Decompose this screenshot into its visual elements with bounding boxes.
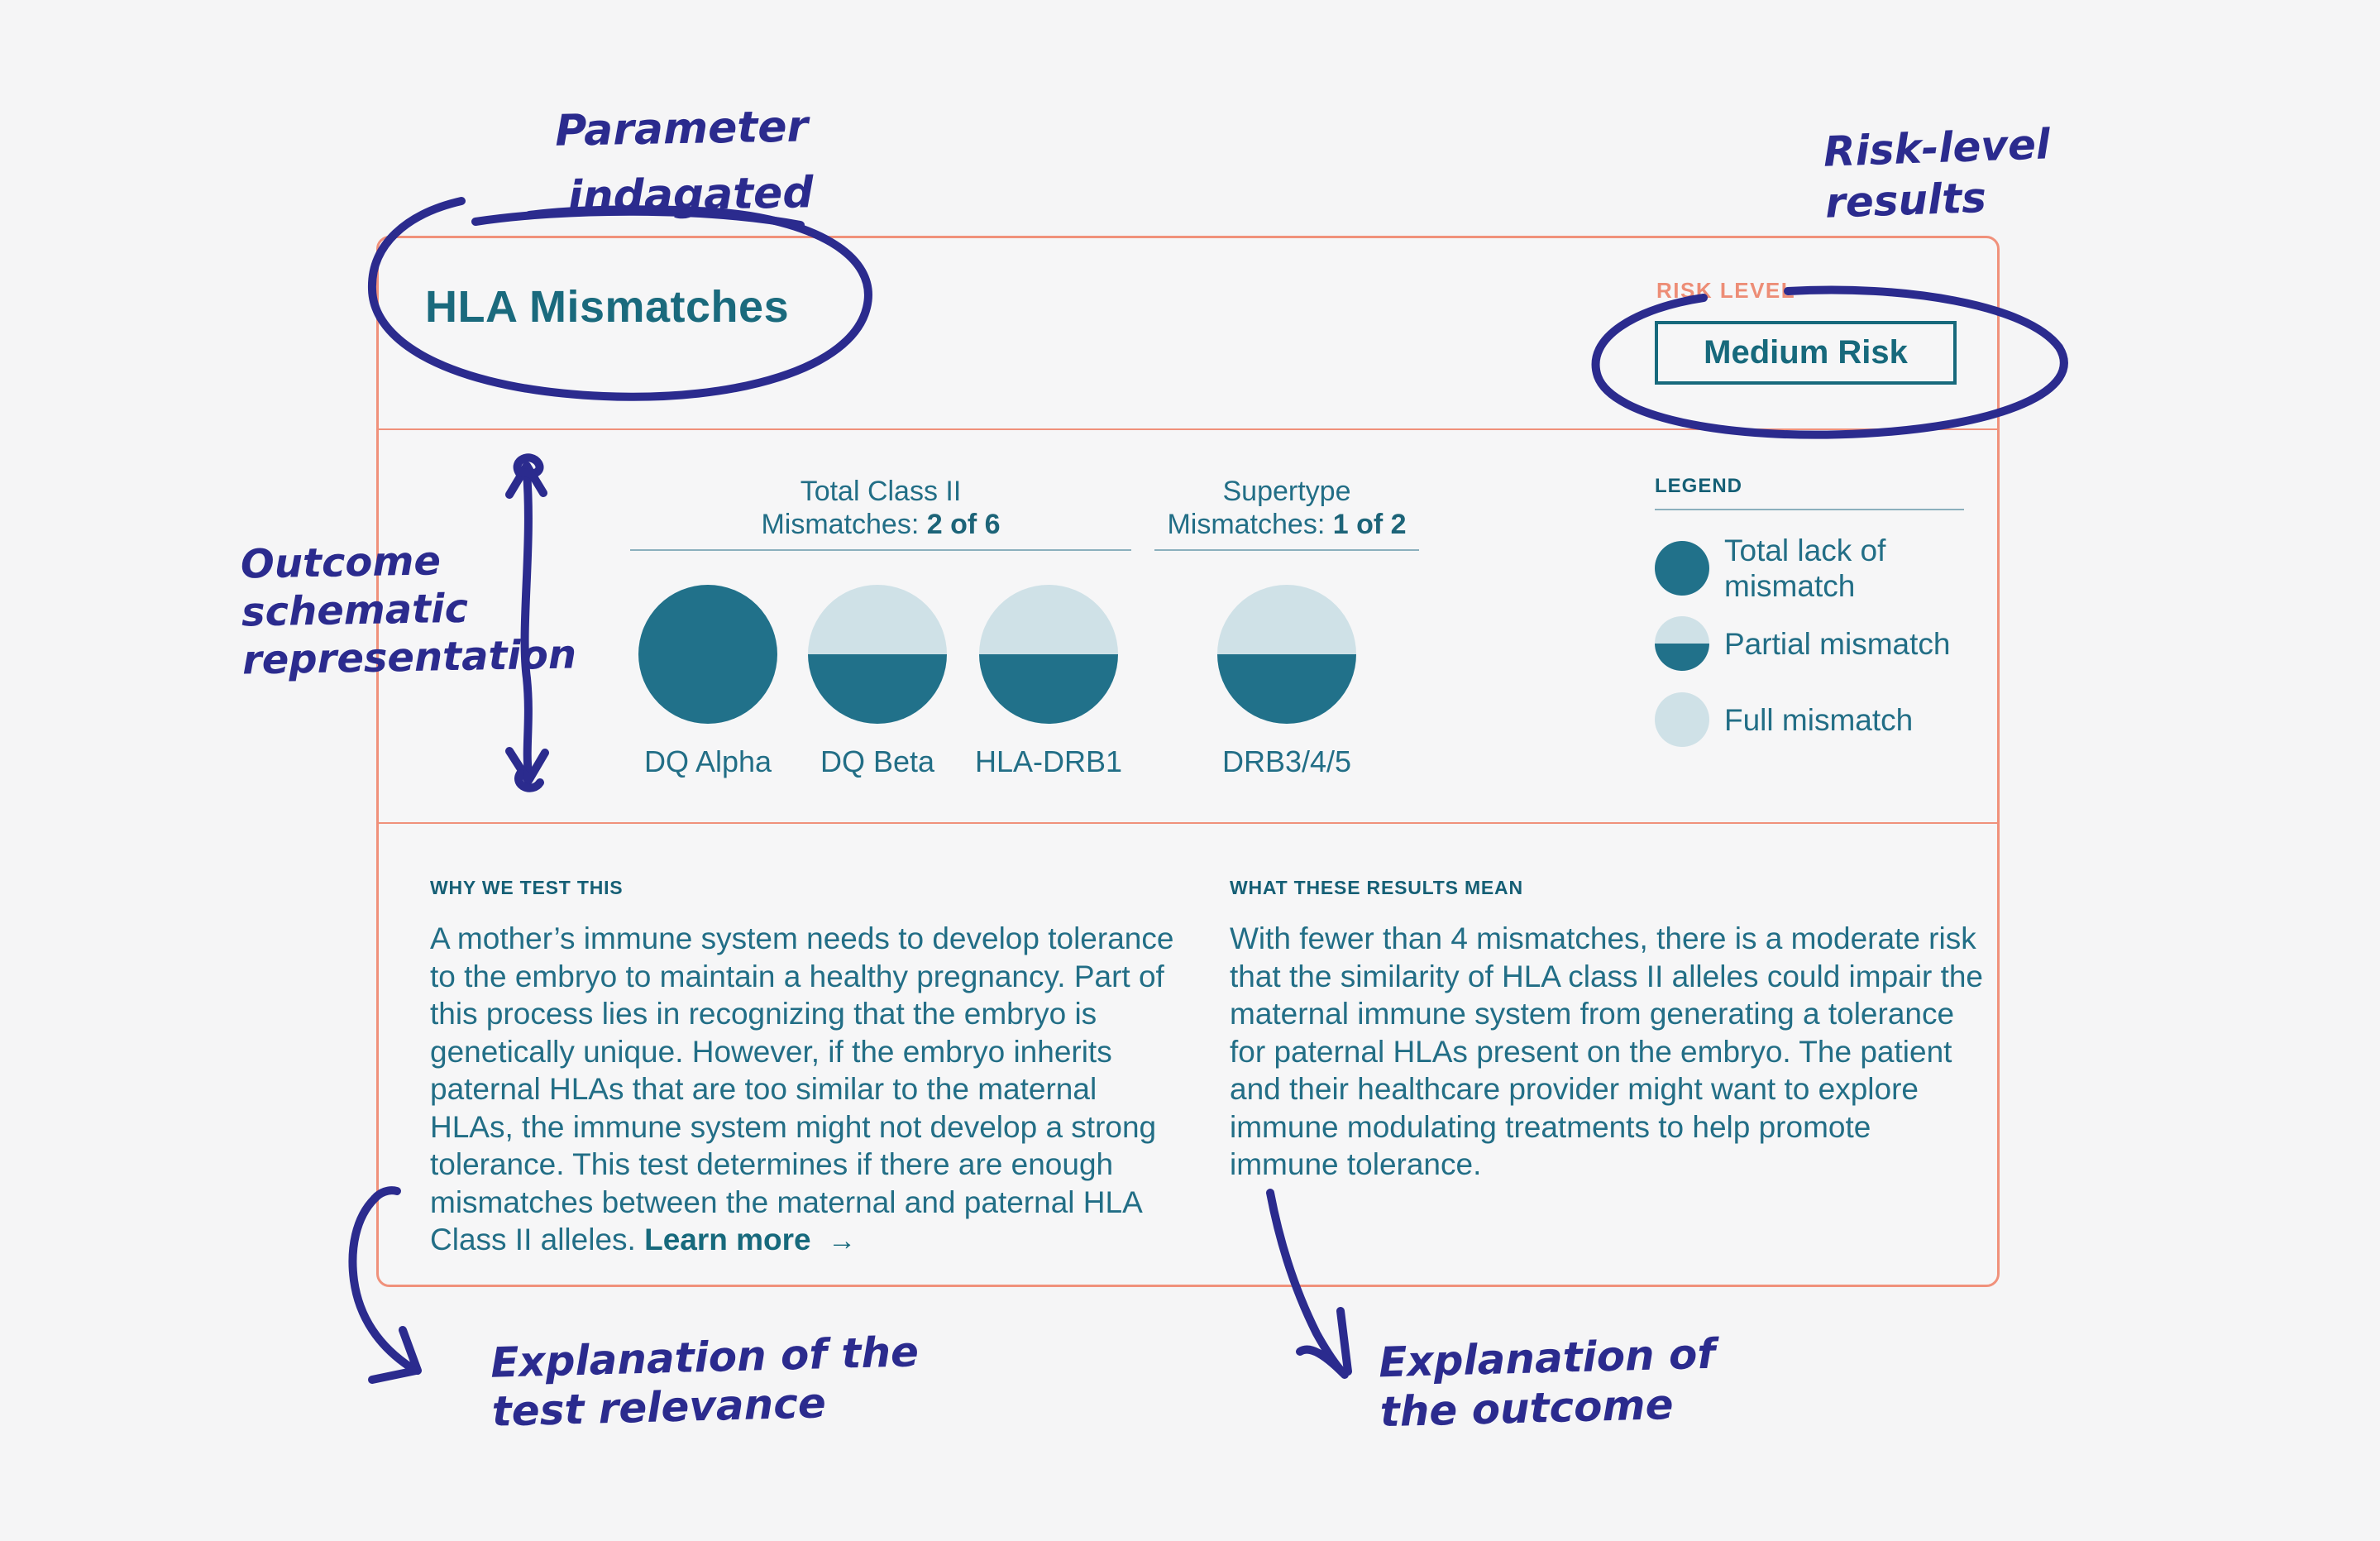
annotation-risk-level-results: Risk-level results <box>1822 120 2051 227</box>
page-title: HLA Mismatches <box>425 282 790 332</box>
results-mean-label: WHAT THESE RESULTS MEAN <box>1230 877 1523 898</box>
legend-item-partial <box>1655 616 1950 671</box>
header-divider <box>379 428 1997 430</box>
circle-label-hla-drb1: HLA-DRB1 <box>974 744 1123 778</box>
hla-mismatches-card <box>376 236 2000 1287</box>
annotation-outcome-explanation: Explanation of the outcome <box>1378 1329 1716 1437</box>
risk-level-value: Medium Risk <box>1704 334 1908 371</box>
supertype-mismatch-header <box>1154 475 1419 541</box>
class2-header-line1: Total Class II <box>800 476 962 507</box>
legend-swatch-partial-icon <box>1655 616 1709 671</box>
legend-item-total-lack <box>1655 533 1964 604</box>
legend-item-label: Partial mismatch <box>1724 626 1951 661</box>
class2-mismatch-count: 2 of 6 <box>926 509 1001 540</box>
mismatch-circle-dq-beta <box>808 585 947 724</box>
legend-swatch-empty-icon <box>1655 692 1709 747</box>
legend-swatch-filled-icon <box>1655 541 1709 596</box>
annotation-parameter-indagated: Parameter indagated <box>554 102 815 223</box>
risk-level-label: RISK LEVEL <box>1656 278 1796 303</box>
body-divider <box>379 822 1997 824</box>
supertype-header-underline <box>1154 549 1419 551</box>
circle-label-dq-beta: DQ Beta <box>820 744 935 778</box>
annotation-test-relevance: Explanation of the test relevance <box>490 1328 920 1436</box>
mismatch-circle-dq-alpha <box>638 585 777 724</box>
legend-item-full <box>1655 692 1913 747</box>
legend-item-label: Total lack of mismatch <box>1724 534 1886 603</box>
learn-more-link[interactable]: Learn more <box>644 1223 811 1256</box>
results-mean-text: With fewer than 4 mismatches, there is a moderate risk that the similarity of HLA class II alleles could impair the maternal immune system from generating a tolerance for paternal HLAs present on the embryo. The patient and their healthcare provider might want to explore immune modulating treatments to help promote immune tolerance. <box>1230 921 1983 1181</box>
class2-header-line2: Mismatches: 2 of 6 <box>761 509 1001 540</box>
supertype-header-line1: Supertype <box>1222 476 1351 507</box>
mismatch-circle-drb345 <box>1217 585 1356 724</box>
why-we-test-label: WHY WE TEST THIS <box>430 877 624 898</box>
legend-item-label: Full mismatch <box>1724 702 1914 737</box>
supertype-header-line2: Mismatches: 1 of 2 <box>1167 509 1407 540</box>
mismatch-circle-hla-drb1 <box>979 585 1118 724</box>
learn-more-arrow-icon[interactable]: → <box>828 1225 857 1256</box>
supertype-mismatch-count: 1 of 2 <box>1332 509 1407 540</box>
legend-underline <box>1655 509 1964 510</box>
risk-level-badge <box>1655 321 1957 385</box>
class2-header-underline <box>630 549 1131 551</box>
annotation-outcome-schematic: Outcome schematic representation <box>240 538 577 684</box>
circle-label-drb345: DRB3/4/5 <box>1221 744 1352 778</box>
circle-label-dq-alpha: DQ Alpha <box>643 744 772 778</box>
why-we-test-text: A mother’s immune system needs to develop tolerance to the embryo to maintain a healthy pregnancy. Part of this process lies in recognizing that the embryo is genetically unique. However, if the embryo inherits paternal HLAs that are too similar to the maternal HLAs, the immune system might not develop a strong tolerance. This test determines if there are enough mismatches between the maternal and paternal HLA Class II alleles. Learn more → <box>430 921 1174 1256</box>
legend-title: LEGEND <box>1655 475 1743 497</box>
class2-mismatch-header <box>630 475 1131 541</box>
